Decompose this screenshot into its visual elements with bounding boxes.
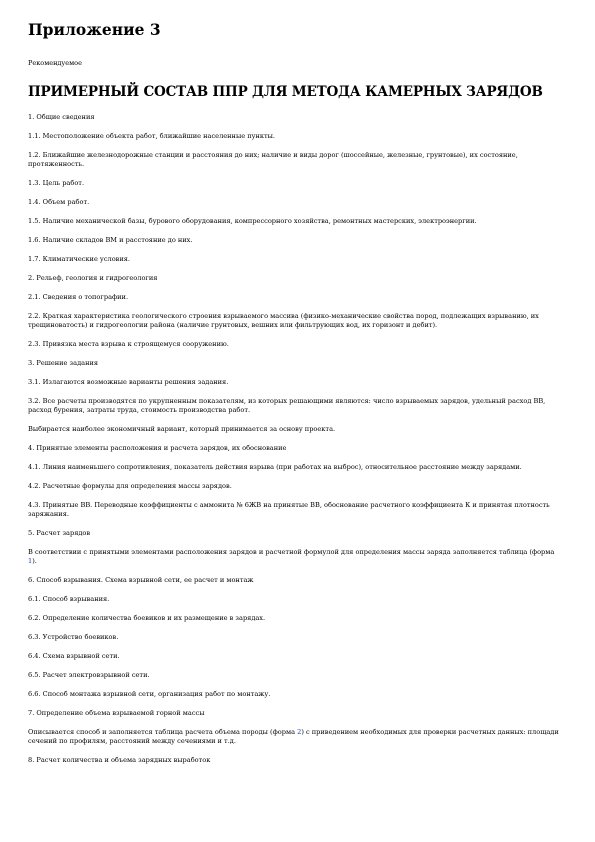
appendix-title: Приложение 3 [28, 20, 161, 39]
paragraph: 1.6. Наличие складов ВМ и расстояние до них. [28, 236, 193, 244]
paragraph: 6.1. Способ взрывания. [28, 595, 110, 603]
paragraph: Описывается способ и заполняется таблица расчета объема породы (форма 2) с приведением необходимых для проверки расчетных данных: площади сечений по профилям, расстояний между сечениями и т.д. [28, 728, 559, 745]
paragraph: 1.2. Ближайшие железнодорожные станции и расстояния до них; наличие и виды дорог (шоссейные, железные, грунтовые), их состояние, протяженность. [28, 151, 518, 168]
paragraph: В соответствии с принятыми элементами расположения зарядов и расчетной формулой для определения массы заряда заполняется таблица (форма 1). [28, 548, 555, 565]
paragraph: 2.3. Привязка места взрыва к строящемуся сооружению. [28, 340, 229, 348]
paragraph: 2.2. Краткая характеристика геологического строения взрываемого массива (физико-механические свойства пород, подлежащих взрыванию, их трещиноватость) и гидрогеологии района (наличие грунтовых, вешних или фильтрующих вод, их горизонт и дебит). [28, 312, 539, 329]
paragraph: 3.2. Все расчеты производятся по укрупненным показателям, из которых решающими являются: число взрываемых зарядов, удельный расход ВВ, расход бурения, затраты труда, стоимость производства работ. [28, 397, 546, 414]
paragraph: 4.2. Расчетные формулы для определения массы зарядов. [28, 482, 232, 490]
form-link[interactable]: 1 [28, 557, 33, 565]
paragraph: 6.2. Определение количества боевиков и их размещение в зарядах. [28, 614, 266, 622]
paragraph: 3.1. Излагаются возможные варианты решения задания. [28, 378, 229, 386]
paragraph: 1. Общие сведения [28, 113, 95, 121]
paragraph: 1.3. Цель работ. [28, 179, 85, 187]
recommended-label: Рекомендуемое [28, 59, 82, 67]
paragraph: 5. Расчет зарядов [28, 529, 91, 537]
paragraph: 4. Принятые элементы расположения и расчета зарядов, их обоснование [28, 444, 287, 452]
paragraph: 6.4. Схема взрывной сети. [28, 652, 120, 660]
document-title: ПРИМЕРНЫЙ СОСТАВ ППР ДЛЯ МЕТОДА КАМЕРНЫХ ЗАРЯДОВ [28, 84, 543, 100]
paragraph: 1.7. Климатические условия. [28, 255, 131, 263]
paragraph: 2.1. Сведения о топографии. [28, 293, 129, 301]
paragraph: 6.5. Расчет электровзрывной сети. [28, 671, 150, 679]
paragraph: 7. Определение объема взрываемой горной массы [28, 709, 205, 717]
paragraph: 4.3. Принятые ВВ. Переводные коэффициенты с аммонита № 6ЖВ на принятые ВВ, обоснование расчетного коэффициента К и принятая плотность заряжания. [28, 501, 550, 518]
paragraph: Выбирается наиболее экономичный вариант, который принимается за основу проекта. [28, 425, 336, 433]
paragraph: 3. Решение задания [28, 359, 99, 367]
form-link[interactable]: 2 [297, 728, 302, 736]
paragraph: 1.1. Местоположение объекта работ, ближайшие населенные пункты. [28, 132, 275, 140]
paragraph: 1.5. Наличие механической базы, бурового оборудования, компрессорного хозяйства, ремонтных мастерских, электроэнергии. [28, 217, 477, 225]
paragraph: 6.3. Устройство боевиков. [28, 633, 119, 641]
paragraph: 4.1. Линия наименьшего сопротивления, показатель действия взрыва (при работах на выброс), относительное расстояние между зарядами. [28, 463, 522, 471]
paragraph: 1.4. Объем работ. [28, 198, 90, 206]
paragraph-list [28, 113, 563, 765]
paragraph: 6. Способ взрывания. Схема взрывной сети, ее расчет и монтаж [28, 576, 254, 584]
paragraph: 6.6. Способ монтажа взрывной сети, организация работ по монтажу. [28, 690, 271, 698]
paragraph: 8. Расчет количества и объема зарядных выработок [28, 756, 211, 764]
paragraph: 2. Рельеф, геология и гидрогеология [28, 274, 158, 282]
